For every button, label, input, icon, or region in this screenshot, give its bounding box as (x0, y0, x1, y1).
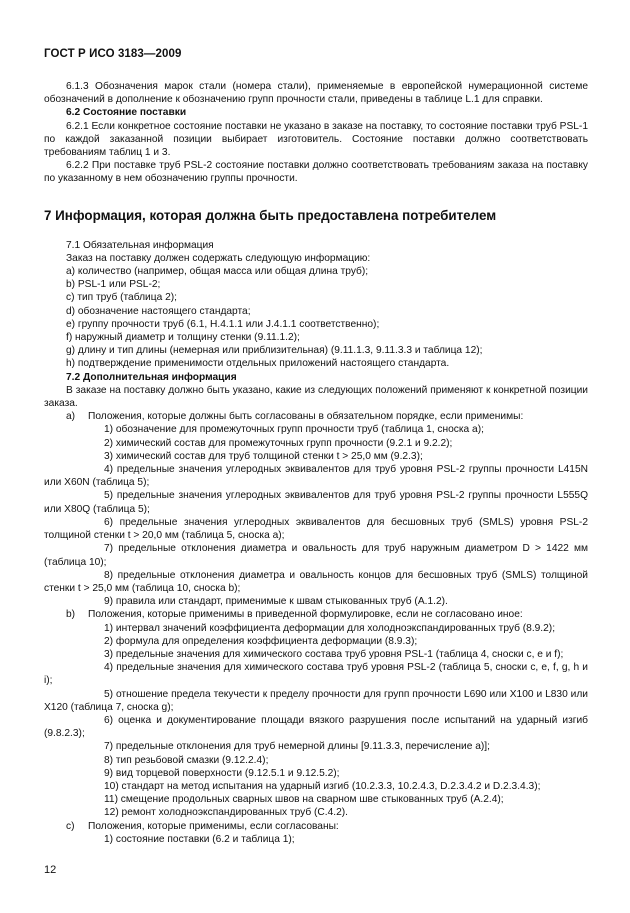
list-item: 5) предельные значения углеродных эквивалентов для труб уровня PSL-2 группы прочности L555Q или X80Q (таблица 5); (44, 490, 588, 515)
list-item: 8) тип резьбовой смазки (9.12.2.4); (104, 754, 269, 766)
list-item: h) подтверждение применимости отдельных приложений настоящего стандарта. (66, 358, 450, 370)
page-body (44, 80, 588, 846)
item-label: b) (66, 609, 76, 621)
list-item: 1) состояние поставки (6.2 и таблица 1); (104, 833, 295, 845)
clause-7-1-title: 7.1 Обязательная информация (66, 239, 214, 251)
list-item: 8) предельные отклонения диаметра и овальность концов для бесшовных труб (SMLS) толщиной стенки t > 25,0 мм (таблица 10, сноска b); (44, 569, 588, 594)
list-item: 3) химический состав для труб толщиной стенки t > 25,0 мм (9.2.3); (104, 450, 423, 462)
list-item: 11) смещение продольных сварных швов на сварном шве стыкованных труб (А.2.4); (104, 794, 504, 806)
clause-7-2-a-list (44, 423, 588, 608)
list-item: 9) правила или стандарт, применимые к швам стыкованных труб (А.1.2). (104, 596, 448, 608)
list-item: d) обозначение настоящего стандарта; (66, 305, 251, 317)
list-item: 10) стандарт на метод испытания на ударный изгиб (10.2.3.3, 10.2.4.3, D.2.3.4.2 и D.2.3.4.3); (104, 780, 541, 792)
list-item: f) наружный диаметр и толщину стенки (9.11.1.2); (66, 332, 300, 344)
clause-7-2-b-heading (44, 608, 588, 621)
clause-6-1-3: 6.1.3 Обозначения марок стали (номера стали), применяемые в европейской нумерационной системе обозначений в дополнение к обозначению групп прочности стали, приведены в таблице L.1 для справки. (44, 81, 588, 106)
list-item: 12) ремонт холодноэкспандированных труб (С.4.2). (104, 807, 348, 819)
clause-6-2-title: 6.2 Состояние поставки (66, 107, 187, 119)
section-7-heading: 7 Информация, которая должна быть предоставлена потребителем (44, 207, 497, 223)
item-text: Положения, которые применимы в приведенной формулировке, если не согласовано иное: (88, 609, 523, 621)
item-label: c) (66, 820, 75, 832)
list-item: 7) предельные отклонения диаметра и овальность для труб наружным диаметром D > 1422 мм (таблица 10); (44, 543, 588, 568)
item-label: a) (66, 411, 76, 423)
list-item: 4) предельные значения углеродных эквивалентов для труб уровня PSL-2 группы прочности L415N или X60N (таблица 5); (44, 464, 588, 489)
list-item: 6) предельные значения углеродных эквивалентов для бесшовных труб (SMLS) уровня PSL-2 толщиной стенки t > 20,0 мм (таблица 5, сноска а); (44, 516, 588, 542)
running-header: ГОСТ Р ИСО 3183—2009 (44, 48, 182, 60)
page-number: 12 (44, 864, 57, 876)
clause-7-2-b-list (44, 622, 588, 820)
clause-6-2-1: 6.2.1 Если конкретное состояние поставки не указано в заказе на поставку, то состояние поставки труб PSL-1 по каждой заказанной позиции выбирает изготовитель. Состояние поставки должно соответствовать требованиям таблиц 1 и 3. (44, 120, 588, 159)
clause-7-2-c-heading (44, 820, 588, 833)
list-item: 5) отношение предела текучести к пределу прочности для групп прочности L690 или X100 и L830 или X120 (таблица 7, сноска g); (44, 688, 588, 713)
list-item: g) длину и тип длины (немерная или приблизительная) (9.11.1.3, 9.11.3.3 и таблица 12); (66, 345, 483, 357)
clause-6-2-2: 6.2.2 При поставке труб PSL-2 состояние поставки должно соответствовать требованиям заказа на поставку по указанному в нем обозначению группы прочности. (44, 160, 588, 185)
clause-7-2-a-heading (44, 410, 588, 423)
item-text: Положения, которые применимы, если согласованы: (88, 820, 339, 832)
list-item: 3) предельные значения для химического состава труб уровня PSL-1 (таблица 4, сноски с, е и f); (104, 648, 564, 660)
clause-7-2-c-list (44, 833, 588, 846)
list-item: 7) предельные отклонения для труб немерной длины [9.11.3.3, перечисление а)]; (104, 741, 490, 753)
clause-7-2-title: 7.2 Дополнительная информация (66, 371, 237, 383)
list-item: 2) химический состав для промежуточных групп прочности (9.2.1 и 9.2.2); (104, 437, 453, 449)
list-item: e) группу прочности труб (6.1, H.4.1.1 или J.4.1.1 соответственно); (66, 318, 380, 330)
list-item: c) тип труб (таблица 2); (66, 292, 177, 304)
clause-7-1-intro: Заказ на поставку должен содержать следующую информацию: (66, 252, 371, 264)
list-item: 2) формула для определения коэффициента деформации (8.9.3); (104, 635, 418, 647)
item-text: Положения, которые должны быть согласованы в обязательном порядке, если применимы: (88, 411, 524, 423)
list-item: 1) интервал значений коэффициента деформации для холодноэкспандированных труб (8.9.2); (104, 622, 556, 634)
list-item: 1) обозначение для промежуточных групп прочности труб (таблица 1, сноска а); (104, 424, 484, 436)
clause-7-1-list (44, 265, 588, 371)
list-item: 6) оценка и документирование площади вязкого разрушения после испытаний на ударный изгиб (9.8.2.3); (44, 714, 588, 740)
clause-7-2-intro: В заказе на поставку должно быть указано, какие из следующих положений применяют к конкретной позиции заказа. (44, 384, 588, 410)
list-item: 4) предельные значения для химического состава труб уровня PSL-2 (таблица 5, сноски с, е, f, g, h и i); (44, 662, 588, 687)
list-item: 9) вид торцевой поверхности (9.12.5.1 и 9.12.5.2); (104, 767, 340, 779)
list-item: b) PSL-1 или PSL-2; (66, 279, 161, 291)
list-item: a) количество (например, общая масса или общая длина труб); (66, 266, 369, 278)
